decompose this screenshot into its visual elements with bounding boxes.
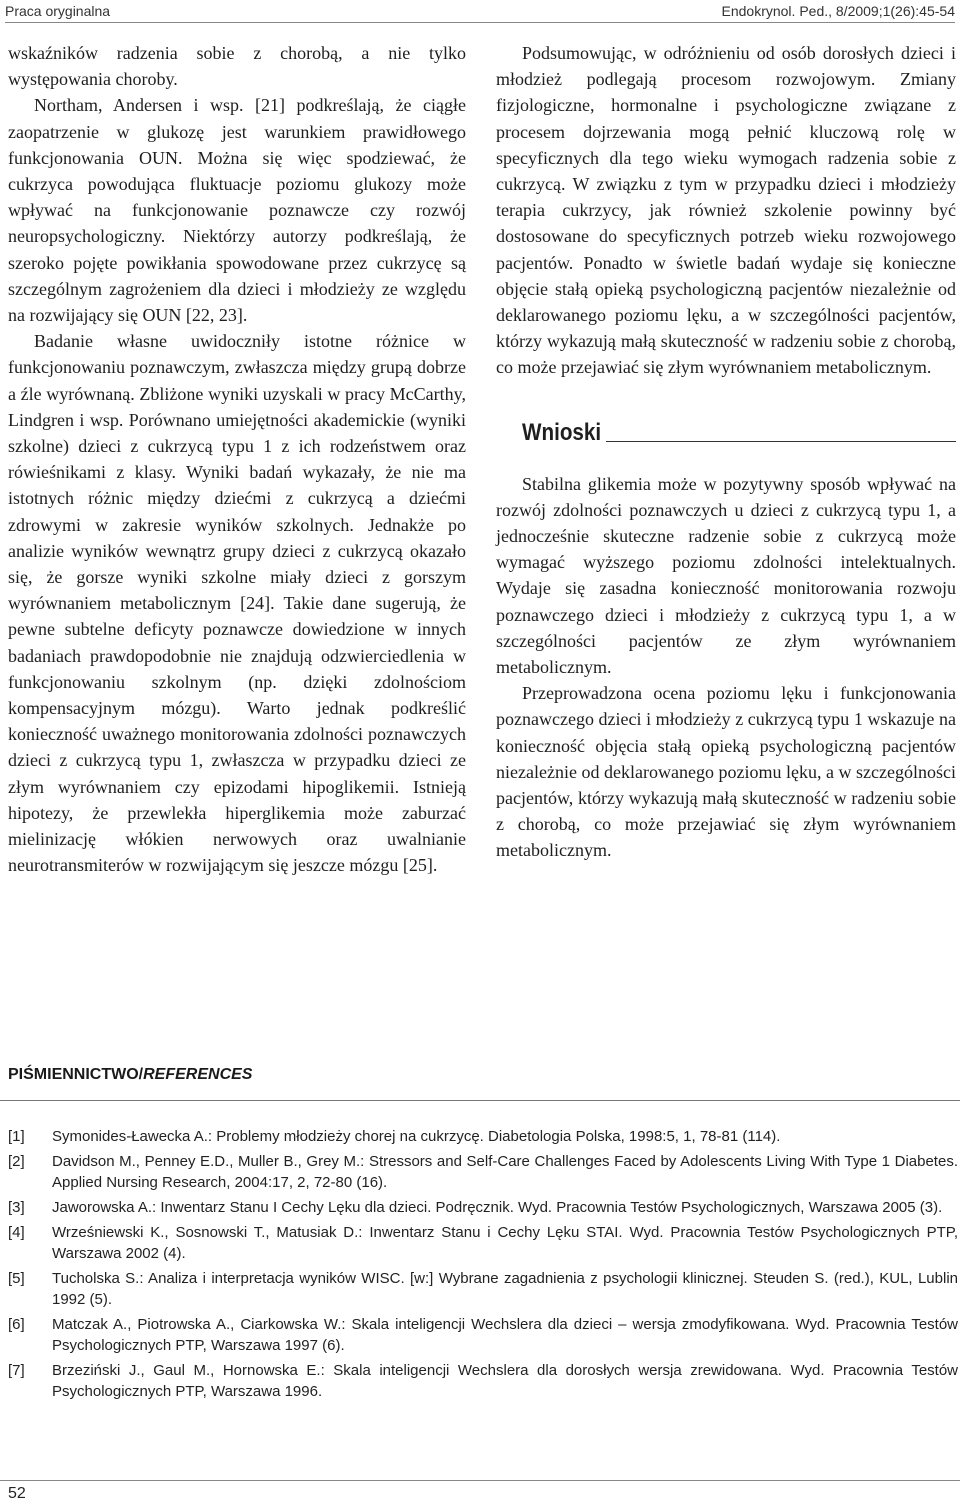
reference-number: [2] bbox=[8, 1153, 25, 1170]
left-column bbox=[8, 40, 466, 879]
reference-number: [4] bbox=[8, 1224, 25, 1241]
right-column bbox=[496, 40, 956, 864]
header-divider bbox=[5, 22, 955, 23]
reference-number: [6] bbox=[8, 1316, 25, 1333]
references-title-main: PIŚMIENNICTWO/ bbox=[8, 1066, 144, 1083]
paragraph: Badanie własne uwidoczniły istotne różnice w funkcjonowaniu poznawczym, zwłaszcza między grupą dobrze a źle wyrównaną. Zbliżone wyniki uzyskali w pracy McCarthy, Lindgren i wsp. Porównano umiejętności akademickie (wyniki szkolne) dzieci z cukrzycą typu 1 z ich rodzeństwem oraz rówieśnikami z klasy. Wyniki badań wykazały, że nie ma istotnych różnic między dziećmi z cukrzycą a dziećmi zdrowymi w zakresie wyników szkolnych. Jednakże po analizie wyników wewnątrz grupy dzieci z cukrzycą okazało się, że gorsze wyniki szkolne miały dzieci z gorszym wyrównaniem metabolicznym [24]. Takie dane sugerują, że pewne subtelne deficyty poznawcze dowiedzione w innych badaniach prawdopodobnie nie znajdują odzwierciedlenia w funkcjonowaniu szkolnym (np. dzięki zdolnościom kompensacyjnym mózgu). Warto jednak podkreślić konieczność uważnego monitorowania zdolności poznawczych dzieci z cukrzycą typu 1, zwłaszcza w przypadku dzieci ze złym wyrównaniem czy epizodami hipoglikemii. Istnieją hipotezy, że przewlekła hiperglikemia może zaburzać mielinizację włókien nerwowych oraz uwalnianie neurotransmiterów w rozwijającym się jeszcze mózgu [25]. bbox=[8, 331, 466, 876]
reference-item bbox=[8, 1126, 958, 1147]
reference-item bbox=[8, 1268, 958, 1310]
section-heading: Wnioski bbox=[522, 418, 602, 446]
reference-text: Davidson M., Penney E.D., Muller B., Grey M.: Stressors and Self-Care Challenges Faced by Adolescents Living With Type 1 Diabetes. Applied Nursing Research, 2004:17, 2, 72-80 (16). bbox=[52, 1153, 958, 1191]
reference-text: Wrześniewski K., Sosnowski T., Matusiak D.: Inwentarz Stanu i Cechy Lęku STAI. Wyd. Pracownia Testów Psychologicznych PTP, Warszawa 2002 (4). bbox=[52, 1224, 958, 1262]
footer-divider bbox=[0, 1480, 960, 1481]
references-divider bbox=[0, 1100, 960, 1101]
reference-item bbox=[8, 1360, 958, 1402]
references-title-italic: REFERENCES bbox=[143, 1066, 253, 1083]
reference-number: [7] bbox=[8, 1362, 25, 1379]
reference-number: [3] bbox=[8, 1199, 25, 1216]
references-title bbox=[8, 1066, 252, 1084]
running-header bbox=[5, 2, 955, 22]
paragraph: wskaźników radzenia sobie z chorobą, a nie tylko występowania choroby. bbox=[8, 43, 466, 90]
reference-number: [5] bbox=[8, 1270, 25, 1287]
reference-text: Matczak A., Piotrowska A., Ciarkowska W.: Skala inteligencji Wechslera dla dzieci – wersja zmodyfikowana. Wyd. Pracownia Testów Psychologicznych PTP, Warszawa 1997 (6). bbox=[52, 1316, 958, 1354]
reference-text: Symonides-Ławecka A.: Problemy młodzieży chorej na cukrzycę. Diabetologia Polska, 1998:5, 1, 78-81 (114). bbox=[52, 1128, 781, 1145]
paragraph: Podsumowując, w odróżnieniu od osób dorosłych dzieci i młodzież podlegają procesom rozwojowym. Zmiany fizjologiczne, hormonalne i psychologiczne związane z procesem dojrzewania mogą pełnić kluczową rolę w specyficznych dla tego wieku wymogach radzenia sobie z cukrzycą. W związku z tym w przypadku dzieci i młodzieży terapia cukrzycy, jak również szkolenie powinny być dostosowane do specyficznych potrzeb wieku rozwojowego pacjentów. Ponadto w świetle badań wydaje się konieczne objęcie stałą opieką psychologiczną pacjentów niezależnie od deklarowanego poziomu lęku, a w szczególności pacjentów, którzy wykazują małą skuteczność w radzeniu sobie z chorobą, co może przejawiać się złym wyrównaniem metabolicznym. bbox=[496, 43, 956, 378]
reference-item bbox=[8, 1151, 958, 1193]
section-label: Praca oryginalna bbox=[5, 3, 111, 19]
reference-text: Jaworowska A.: Inwentarz Stanu I Cechy Lęku dla dzieci. Podręcznik. Wyd. Pracownia Testów Psychologicznych, Warszawa 2005 (3). bbox=[52, 1199, 943, 1216]
conclusions-heading bbox=[522, 419, 956, 447]
reference-text: Brzeziński J., Gaul M., Hornowska E.: Skala inteligencji Wechslera dla dorosłych wersja zrewidowana. Wyd. Pracownia Testów Psychologicznych PTP, Warszawa 1996. bbox=[52, 1362, 958, 1400]
reference-item bbox=[8, 1222, 958, 1264]
reference-item bbox=[8, 1197, 958, 1218]
paragraph: Przeprowadzona ocena poziomu lęku i funkcjonowania poznawczego dzieci i młodzieży z cukrzycą typu 1 wskazuje na konieczność objęcia stałą opieką psychologiczną pacjentów niezależnie od deklarowanego poziomu lęku, a w szczególności pacjentów, którzy wykazują małą skuteczność w radzeniu sobie z chorobą, co może przejawiać się złym wyrównaniem metabolicznym. bbox=[496, 683, 956, 861]
heading-rule bbox=[606, 441, 956, 442]
page-number: 52 bbox=[8, 1485, 26, 1502]
reference-number: [1] bbox=[8, 1128, 25, 1145]
references-list bbox=[8, 1126, 958, 1406]
paragraph: Northam, Andersen i wsp. [21] podkreślają, że ciągłe zaopatrzenie w glukozę jest warunkiem prawidłowego funkcjonowania OUN. Można się więc spodziewać, że cukrzyca powodująca fluktuacje poziomu glukozy może wpływać na funkcjonowanie poznawcze czy rozwój neuropsychologiczny. Niektórzy autorzy podkreślają, że szeroko pojęte powikłania spowodowane przez cukrzycę są szczególnym zagrożeniem dla dzieci i młodzieży ze względu na rozwijający się OUN [22, 23]. bbox=[8, 95, 466, 326]
journal-citation: Endokrynol. Ped., 8/2009;1(26):45-54 bbox=[721, 3, 955, 19]
reference-item bbox=[8, 1314, 958, 1356]
reference-text: Tucholska S.: Analiza i interpretacja wyników WISC. [w:] Wybrane zagadnienia z psychologii klinicznej. Steuden S. (red.), KUL, Lublin 1992 (5). bbox=[52, 1270, 958, 1308]
paragraph: Stabilna glikemia może w pozytywny sposób wpływać na rozwój zdolności poznawczych u dzieci z cukrzycą typu 1, a jednocześnie skuteczne radzenie sobie z cukrzycą może wymagać wyższego poziomu zdolności intelektualnych. Wydaje się zasadna konieczność monitorowania rozwoju poznawczego dzieci i młodzieży z cukrzycą typu 1, a w szczególności pacjentów ze złym wyrównaniem metabolicznym. bbox=[496, 473, 956, 678]
